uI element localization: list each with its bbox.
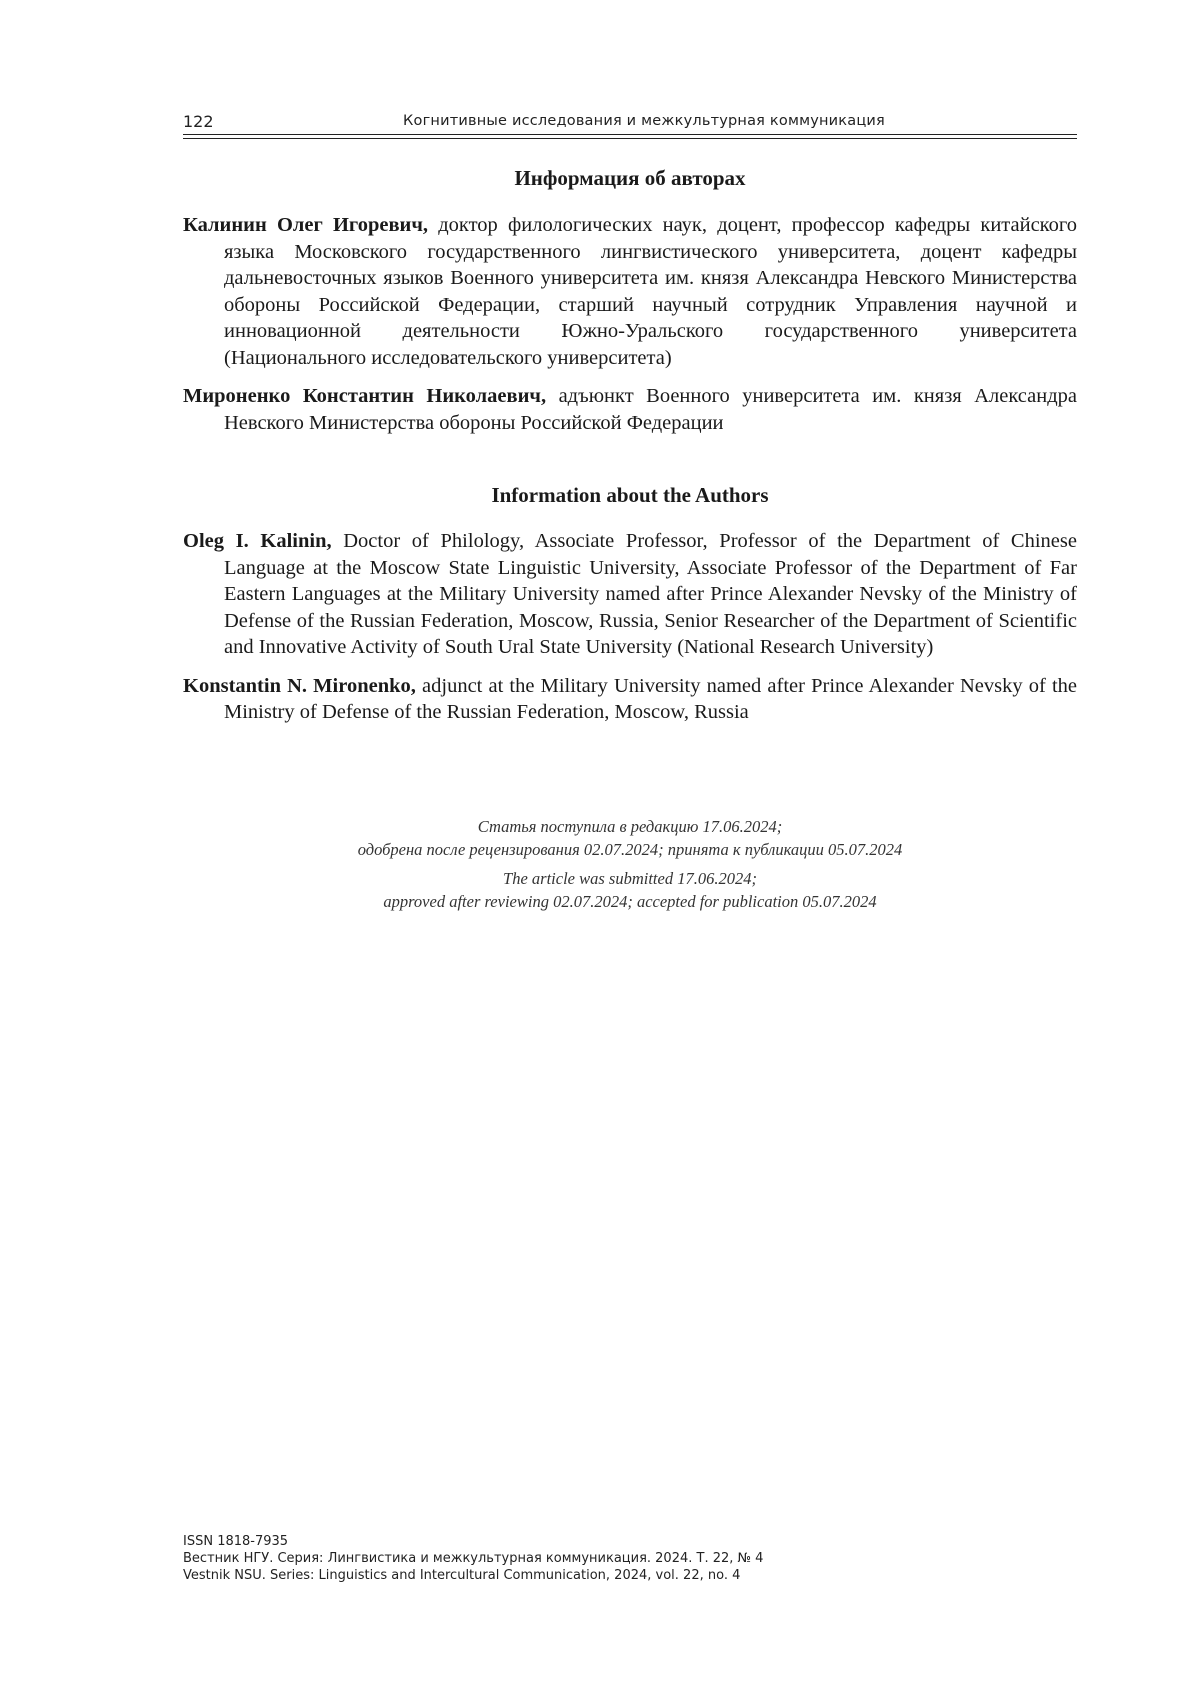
author-affiliation: адъюнкт Военного университета им. князя Александра Невского Министерства обороны Российской Федерации	[224, 385, 1077, 434]
author-entry	[183, 383, 1077, 436]
author-name: Konstantin N. Mironenko,	[183, 675, 416, 697]
author-affiliation: adjunct at the Military University named after Prince Alexander Nevsky of the Ministry of Defense of the Russian Federation, Moscow, Russia	[224, 675, 1077, 724]
author-name: Мироненко Константин Николаевич,	[183, 385, 546, 407]
journal-title: Когнитивные исследования и межкультурная коммуникация	[403, 113, 885, 129]
submission-dates-en	[183, 867, 1077, 913]
issn: ISSN 1818-7935	[183, 1533, 763, 1550]
dates-line: The article was submitted 17.06.2024;	[183, 867, 1077, 890]
authors-info-ru	[183, 165, 1077, 436]
author-entry	[183, 212, 1077, 371]
citation-ru: Вестник НГУ. Серия: Лингвистика и межкультурная коммуникация. 2024. Т. 22, № 4	[183, 1550, 763, 1567]
submission-dates-ru	[183, 815, 1077, 861]
header-rule-secondary	[183, 138, 1077, 139]
author-affiliation: доктор филологических наук, доцент, профессор кафедры китайского языка Московского государственного лингвистического университета, доцент кафедры дальневосточных языков Военного университета им. князя Александра Невского Министерства обороны Российской Федерации, старший научный сотрудник Управления научной и инновационной деятельности Южно-Уральского государственного университета (Национального исследовательского университета)	[224, 214, 1077, 369]
header-rule	[183, 134, 1077, 135]
section-heading-en: Information about the Authors	[183, 482, 1077, 508]
author-entry	[183, 528, 1077, 661]
author-entry	[183, 673, 1077, 726]
section-heading-ru: Информация об авторах	[183, 165, 1077, 191]
dates-line: Статья поступила в редакцию 17.06.2024;	[183, 815, 1077, 838]
page-number: 122	[183, 112, 214, 131]
author-affiliation: Doctor of Philology, Associate Professor, Professor of the Department of Chinese Language at the Moscow State Linguistic University, Associate Professor of the Department of Far Eastern Languages at the Military University named after Prince Alexander Nevsky of the Ministry of Defense of the Russian Federation, Moscow, Russia, Senior Researcher of the Department of Scientific and Innovative Activity of South Ural State University (National Research University)	[224, 530, 1077, 658]
page-footer	[183, 1533, 763, 1584]
author-name: Oleg I. Kalinin,	[183, 530, 332, 552]
authors-info-en	[183, 482, 1077, 726]
author-name: Калинин Олег Игоревич,	[183, 214, 428, 236]
citation-en: Vestnik NSU. Series: Linguistics and Intercultural Communication, 2024, vol. 22, no. 4	[183, 1567, 763, 1584]
dates-line: approved after reviewing 02.07.2024; accepted for publication 05.07.2024	[183, 890, 1077, 913]
dates-line: одобрена после рецензирования 02.07.2024; принята к публикации 05.07.2024	[183, 838, 1077, 861]
